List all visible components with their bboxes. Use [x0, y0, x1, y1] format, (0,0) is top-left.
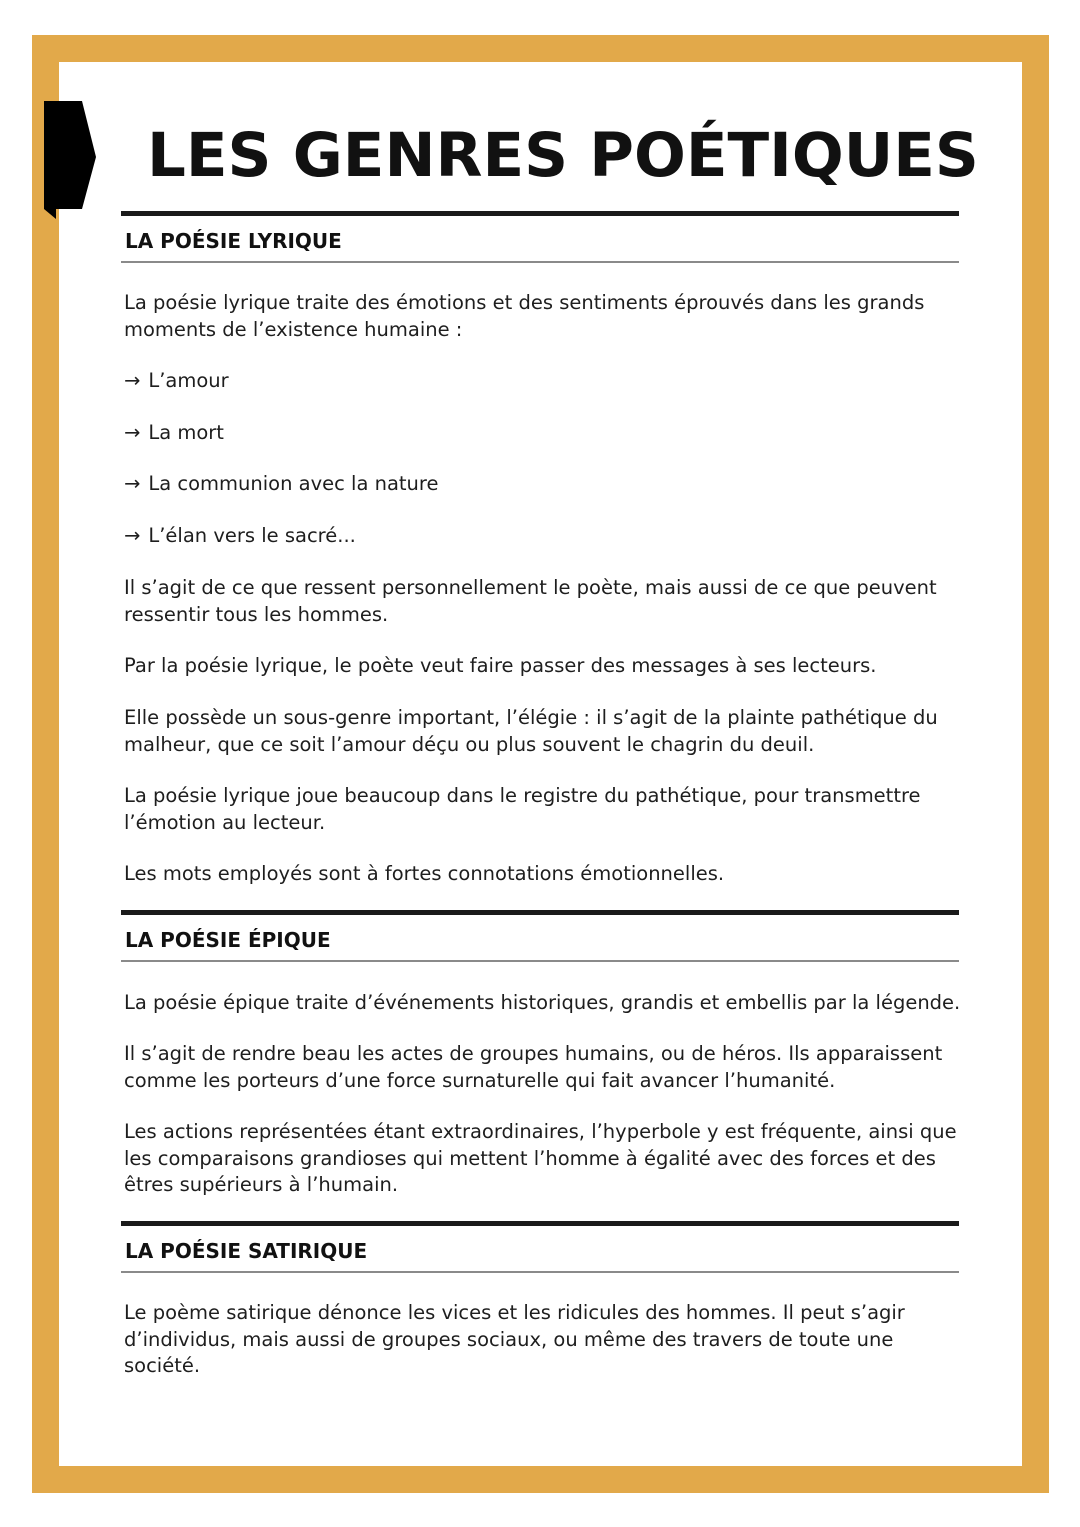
satirique-paragraph: Le poème satirique dénonce les vices et les ridicules des hommes. Il peut s’agir d’individus, mais aussi de groupes sociaux, ou même des travers de toute une société.: [124, 1301, 905, 1377]
section-rule-top: [121, 910, 959, 915]
lyrique-paragraph: Elle possède un sous-genre important, l’élégie : il s’agit de la plainte pathétique du malheur, que ce soit l’amour déçu ou plus souvent le chagrin du deuil.: [124, 706, 938, 756]
section-heading-epique: LA POÉSIE ÉPIQUE: [125, 928, 331, 952]
section-rule-top: [121, 211, 959, 216]
arrow-icon: →: [124, 472, 141, 495]
pentagon-marker-icon: [44, 101, 96, 219]
lyrique-paragraph: Il s’agit de ce que ressent personnellement le poète, mais aussi de ce que peuvent ressentir tous les hommes.: [124, 576, 937, 626]
list-item: → La mort: [124, 421, 224, 444]
epique-paragraph: Les actions représentées étant extraordinaires, l’hyperbole y est fréquente, ainsi que les comparaisons grandioses qui mettent l’homme à égalité avec des forces et des êtres supérieurs à l’humain.: [124, 1120, 957, 1196]
epique-paragraph: La poésie épique traite d’événements historiques, grandis et embellis par la légende.: [124, 991, 961, 1014]
list-item: → La communion avec la nature: [124, 472, 439, 495]
list-item: → L’amour: [124, 369, 229, 392]
section-heading-satirique: LA POÉSIE SATIRIQUE: [125, 1239, 368, 1263]
section-rule-bottom: [121, 960, 959, 962]
arrow-icon: →: [124, 369, 141, 392]
arrow-icon: →: [124, 524, 141, 547]
section-rule-top: [121, 1221, 959, 1226]
arrow-icon: →: [124, 421, 141, 444]
lyrique-paragraph: Les mots employés sont à fortes connotations émotionnelles.: [124, 862, 725, 885]
section-rule-bottom: [121, 261, 959, 263]
epique-paragraph: Il s’agit de rendre beau les actes de groupes humains, ou de héros. Ils apparaissent comme les porteurs d’une force surnaturelle qui fait avancer l’humanité.: [124, 1042, 943, 1092]
list-item: → L’élan vers le sacré...: [124, 524, 356, 547]
section-rule-bottom: [121, 1271, 959, 1273]
page-title: LES GENRES POÉTIQUES: [147, 120, 979, 191]
lyrique-paragraph: La poésie lyrique joue beaucoup dans le registre du pathétique, pour transmettre l’émotion au lecteur.: [124, 784, 921, 834]
section-heading-lyrique: LA POÉSIE LYRIQUE: [125, 229, 342, 253]
lyrique-paragraph: Par la poésie lyrique, le poète veut faire passer des messages à ses lecteurs.: [124, 654, 877, 677]
lyrique-intro: La poésie lyrique traite des émotions et des sentiments éprouvés dans les grands moments de l’existence humaine :: [124, 291, 925, 341]
